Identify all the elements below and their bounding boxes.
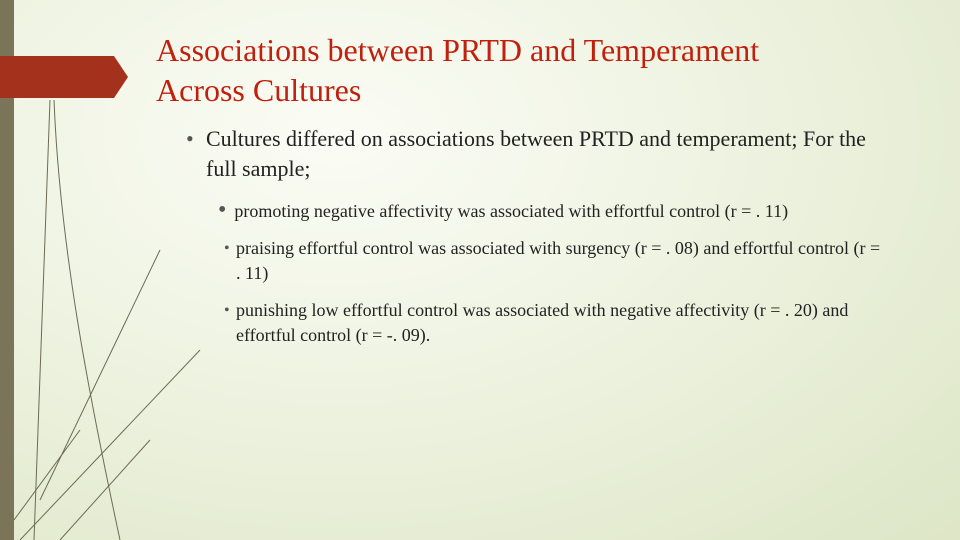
sub-bullet-2	[224, 236, 886, 286]
bullet-main-text: Cultures differed on associations between PRTD and temperament; For the full sample;	[206, 126, 866, 181]
sub-bullet-2-text: praising effortful control was associated with surgency (r = . 08) and effortful control (r = . 11)	[236, 238, 881, 283]
sub-bullet-3	[224, 298, 886, 348]
bullet-dot-icon: •	[224, 240, 230, 257]
sub-bullet-1	[218, 198, 886, 224]
bullet-list	[186, 124, 886, 348]
title-line-2: Across Cultures	[156, 72, 362, 108]
title-line-1: Associations between PRTD and Temperament	[156, 32, 760, 68]
bullet-dot-icon: •	[224, 302, 230, 319]
bullet-dot-icon: •	[218, 197, 227, 223]
bullet-dot-icon: •	[186, 126, 194, 151]
sub-bullet-3-text: punishing low effortful control was associated with negative affectivity (r = . 20) and effortful control (r = -. 09).	[236, 300, 849, 345]
slide-title	[156, 30, 916, 110]
sub-bullet-1-text: promoting negative affectivity was associated with effortful control (r = . 11)	[234, 201, 789, 221]
bullet-main	[186, 124, 886, 184]
accent-arrow-tab	[0, 56, 130, 98]
